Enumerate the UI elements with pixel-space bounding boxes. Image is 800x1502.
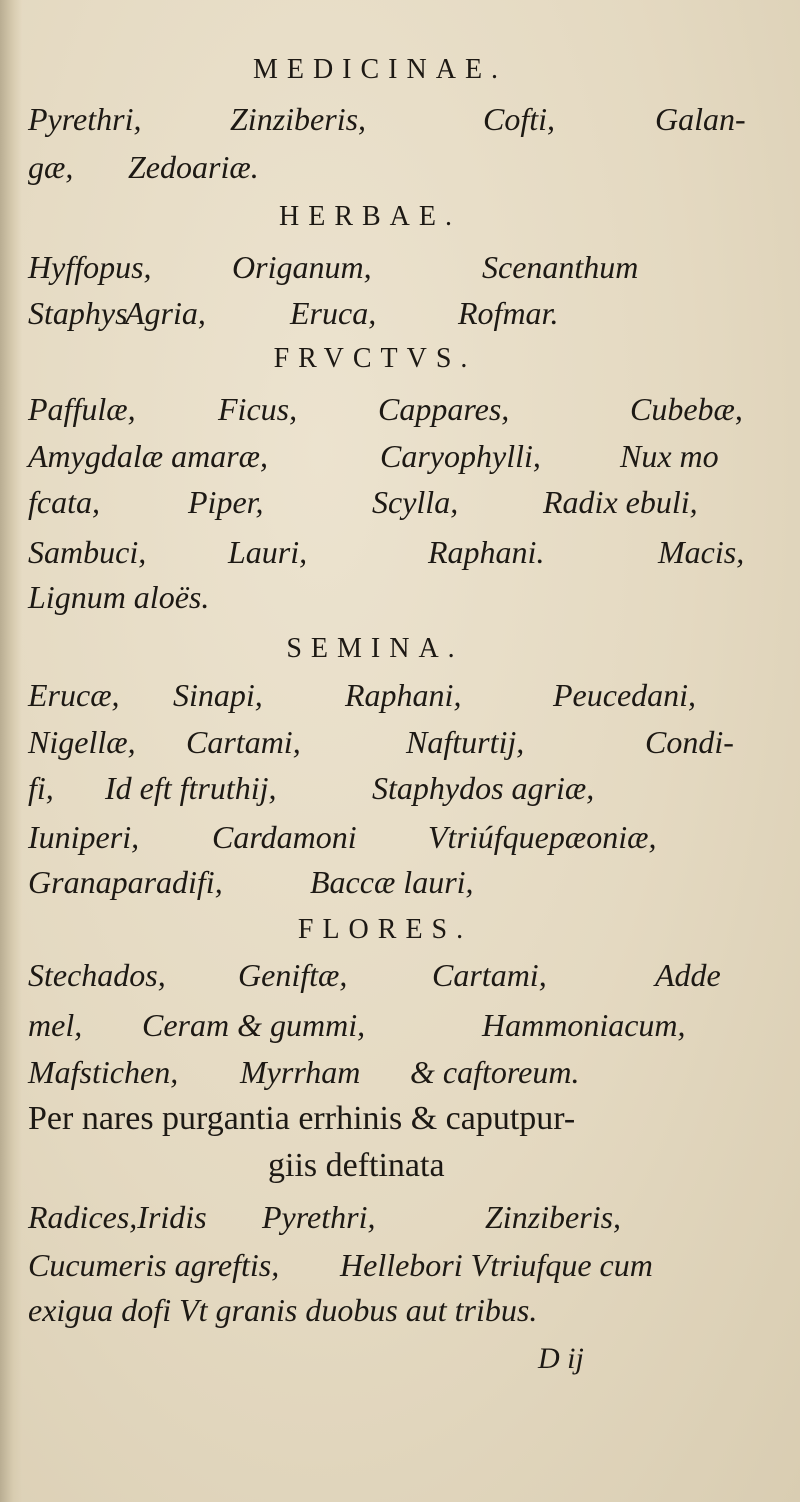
section-heading-line xyxy=(0,337,800,381)
word: Nafturtij, xyxy=(406,724,525,760)
word: Granaparadifi, xyxy=(28,864,223,900)
word: Cubebæ, xyxy=(630,391,743,427)
word: Cucumeris agreftis, xyxy=(28,1247,280,1283)
word: Piper, xyxy=(188,484,264,520)
text-line xyxy=(0,480,800,524)
word: Hellebori Vtriufque cum xyxy=(340,1247,653,1283)
word: Condi- xyxy=(645,724,734,760)
word: Paffulæ, xyxy=(28,391,136,427)
word: mel, xyxy=(28,1007,83,1043)
word: Radix ebuli, xyxy=(543,484,698,520)
word: Ceram & gummi, xyxy=(142,1007,366,1043)
running-title-line xyxy=(0,48,800,92)
section-heading: FLORES. xyxy=(297,914,473,945)
text-line xyxy=(0,1003,800,1047)
word: Adde xyxy=(655,957,721,993)
word: Radices,Iridis xyxy=(28,1199,207,1235)
word: exigua dofi Vt granis duobus aut tribus. xyxy=(28,1292,538,1328)
section-heading-line xyxy=(0,195,800,239)
word: Pyrethri, xyxy=(262,1199,376,1235)
word: Cardamoni xyxy=(212,819,357,855)
word: Scenanthum xyxy=(482,249,639,285)
text-line xyxy=(0,434,800,478)
word: Ficus, xyxy=(218,391,298,427)
roman-heading-line: giis deftinata xyxy=(268,1147,445,1184)
text-line xyxy=(0,720,800,764)
word: Raphani, xyxy=(345,677,462,713)
word: Sinapi, xyxy=(173,677,263,713)
word: Lignum aloës. xyxy=(28,579,210,615)
word: Galan- xyxy=(655,101,746,137)
signature-mark: D ij xyxy=(538,1342,584,1375)
text-line xyxy=(0,766,800,810)
section-heading: SEMINA. xyxy=(286,633,464,664)
signature-line xyxy=(0,1338,800,1382)
text-line xyxy=(0,815,800,859)
word: Nux mo xyxy=(620,438,719,474)
word: Sambuci, xyxy=(28,534,147,570)
word: Nigellæ, xyxy=(28,724,136,760)
word: Erucæ, xyxy=(28,677,120,713)
word: Iuniperi, xyxy=(28,819,140,855)
word: Pyrethri, xyxy=(28,101,142,137)
text-line xyxy=(0,387,800,431)
word: Cappares, xyxy=(378,391,510,427)
text-line xyxy=(0,291,800,335)
word: Geniftæ, xyxy=(238,957,348,993)
word: Cartami, xyxy=(432,957,547,993)
text-line xyxy=(0,530,800,574)
section-heading-line xyxy=(0,908,800,952)
word: Scylla, xyxy=(372,484,459,520)
text-line xyxy=(0,1195,800,1239)
section-heading: FRVCTVS. xyxy=(273,343,477,374)
text-line xyxy=(0,1243,800,1287)
word: Agria, xyxy=(125,295,206,331)
word: Zinziberis, xyxy=(230,101,367,137)
word: Hammoniacum, xyxy=(482,1007,686,1043)
roman-heading-line: Per nares purgantia errhinis & caputpur- xyxy=(28,1100,576,1137)
word: Vtriúfquepæoniæ, xyxy=(428,819,657,855)
text-line xyxy=(0,145,800,189)
text-line xyxy=(0,245,800,289)
word: Peucedani, xyxy=(553,677,697,713)
word: Baccæ lauri, xyxy=(310,864,474,900)
word: Raphani. xyxy=(428,534,545,570)
text-line xyxy=(0,953,800,997)
text-line xyxy=(0,1098,800,1142)
word: Caryophylli, xyxy=(380,438,541,474)
text-line xyxy=(0,860,800,904)
word: Cartami, xyxy=(186,724,301,760)
word: Lauri, xyxy=(228,534,308,570)
word: Staphydos agriæ, xyxy=(372,770,595,806)
word: Id eft ftruthij, xyxy=(105,770,277,806)
word: gæ, xyxy=(28,149,74,185)
running-title: MEDICINAE. xyxy=(252,54,508,85)
word: Staphys xyxy=(28,295,128,331)
word: Myrrham xyxy=(240,1054,361,1090)
text-line xyxy=(0,1288,800,1332)
word: Macis, xyxy=(658,534,745,570)
word: Zedoariæ. xyxy=(128,149,259,185)
word: Stechados, xyxy=(28,957,166,993)
word: fcata, xyxy=(28,484,100,520)
word: Hyffopus, xyxy=(28,249,152,285)
text-line xyxy=(0,673,800,717)
word: Zinziberis, xyxy=(485,1199,622,1235)
section-heading: HERBAE. xyxy=(279,201,461,232)
text-line xyxy=(0,1050,800,1094)
word: Eruca, xyxy=(290,295,377,331)
section-heading-line xyxy=(0,627,800,671)
word: fi, xyxy=(28,770,54,806)
text-line xyxy=(0,1145,800,1189)
word: Rofmar. xyxy=(458,295,559,331)
word: Origanum, xyxy=(232,249,372,285)
word: & caftoreum. xyxy=(410,1054,580,1090)
word: Amygdalæ amaræ, xyxy=(28,438,268,474)
text-line xyxy=(0,575,800,619)
word: Cofti, xyxy=(483,101,556,137)
word: Mafstichen, xyxy=(28,1054,179,1090)
text-line xyxy=(0,97,800,141)
